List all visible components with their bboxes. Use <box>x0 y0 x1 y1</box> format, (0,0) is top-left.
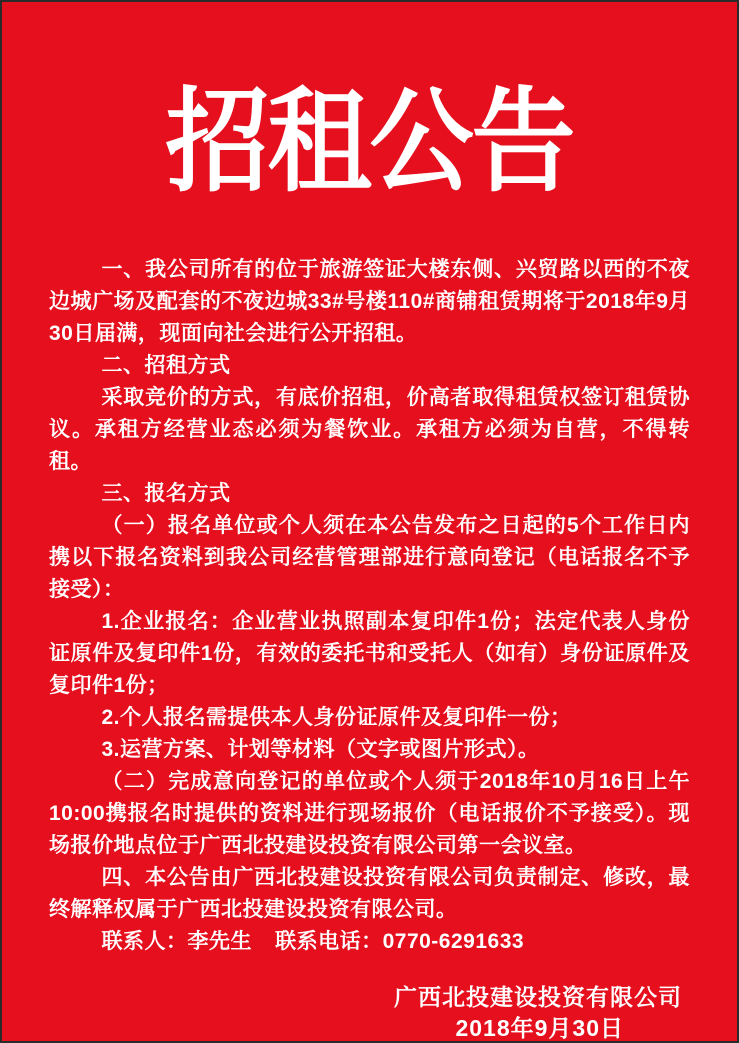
contact-phone-label: 联系电话： <box>275 930 383 953</box>
heading-section-3: 三、报名方式 <box>101 482 231 505</box>
signature-block <box>49 982 690 1043</box>
contact-phone-number: 0770-6291633 <box>382 930 525 953</box>
contact-person-label: 联系人： <box>101 930 188 953</box>
paragraph-item-1: 1.企业报名：企业营业执照副本复印件1份；法定代表人身份证原件及复印件1份，有效的委托书和受托人（如有）身份证原件及复印件1份； <box>49 610 690 697</box>
paragraph-section-2: 采取竞价的方式，有底价招租，价高者取得租赁权签订租赁协议。承租方经营业态必须为餐饮业。承租方必须为自营，不得转租。 <box>49 386 690 473</box>
signature-date: 2018年9月30日 <box>455 1015 624 1041</box>
paragraph-item-2: 2.个人报名需提供本人身份证原件及复印件一份； <box>101 706 572 729</box>
paragraph-section-1: 一、我公司所有的位于旅游签证大楼东侧、兴贸路以西的不夜边城广场及配套的不夜边城33#号楼110#商铺租赁期将于2018年9月30日届满，现面向社会进行公开招租。 <box>49 258 690 345</box>
paragraph-section-3-2: （二）完成意向登记的单位或个人须于2018年10月16日上午10:00携报名时提供的资料进行现场报价（电话报价不予接受）。现场报价地点位于广西北投建设投资有限公司第一会议室。 <box>49 770 690 857</box>
paragraph-section-3-1: （一）报名单位或个人须在本公告发布之日起的5个工作日内携以下报名资料到我公司经营管理部进行意向登记（电话报名不予接受）： <box>49 514 690 601</box>
poster-title: 招租公告 <box>165 81 574 206</box>
signature-company: 广西北投建设投资有限公司 <box>394 984 682 1010</box>
contact-person-name: 李先生 <box>187 930 252 953</box>
paragraph-section-4: 四、本公告由广西北投建设投资有限公司负责制定、修改，最终解释权属于广西北投建设投资有限公司。 <box>49 866 690 921</box>
poster-body <box>49 254 690 958</box>
paragraph-item-3: 3.运营方案、计划等材料（文字或图片形式）。 <box>101 738 540 761</box>
contact-line <box>49 926 690 958</box>
heading-section-2: 二、招租方式 <box>101 354 231 377</box>
